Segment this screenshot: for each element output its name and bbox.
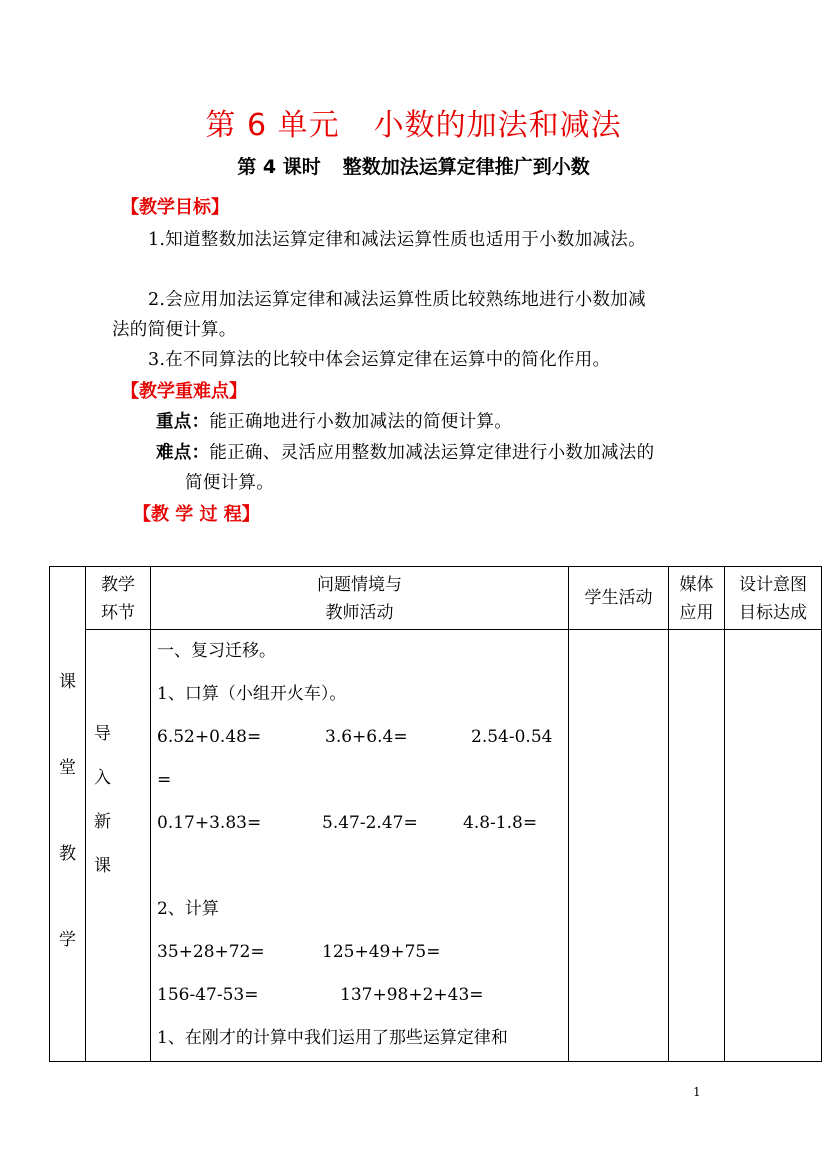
header-stage-line1: 教学 — [101, 575, 135, 595]
key-point-label: 重点： — [156, 412, 210, 432]
lesson-topic: 整数加法运算定律推广到小数 — [342, 156, 590, 178]
question-text: 1、在刚才的计算中我们运用了那些运算定律和 — [157, 1028, 508, 1048]
equation: 156-47-53= — [157, 985, 259, 1005]
unit-topic: 小数的加法和减法 — [373, 108, 622, 143]
header-student: 学生活动 — [569, 567, 669, 630]
header-media-line2: 应用 — [679, 603, 714, 623]
equation-row-3 — [157, 931, 562, 974]
equation-row-4 — [157, 974, 562, 1017]
header-activity — [151, 567, 569, 630]
lesson-subtitle — [0, 152, 827, 179]
side-char-2: 堂 — [59, 758, 76, 778]
stage-cell — [86, 630, 151, 1062]
stage-line1: 导 入 — [94, 724, 119, 788]
key-point-text: 能正确地进行小数加减法的简便计算。 — [209, 412, 513, 432]
header-activity-line1: 问题情境与 — [317, 575, 402, 595]
key-point — [156, 408, 512, 433]
side-char-3: 教 — [59, 844, 76, 864]
equation: 35+28+72= — [157, 942, 265, 962]
header-design-line2: 目标达成 — [739, 603, 807, 623]
media-cell — [669, 630, 725, 1062]
difficult-point — [156, 439, 654, 464]
key-points-heading: 【教学重难点】 — [121, 381, 247, 402]
unit-label: 第 6 单元 — [205, 108, 340, 143]
equation: 125+49+75= — [322, 942, 441, 962]
equation: 4.8-1.8= — [463, 813, 538, 833]
header-design — [725, 567, 822, 630]
difficult-point-line2: 简便计算。 — [185, 473, 274, 493]
side-char-4: 学 — [59, 930, 76, 950]
section-title: 一、复习迁移。 — [157, 641, 276, 661]
lesson-plan-table — [49, 566, 822, 1062]
objective-2-line2: 法的简便计算。 — [112, 320, 237, 340]
equation: 0.17+3.83= — [157, 813, 262, 833]
objectives-heading: 【教学目标】 — [121, 197, 229, 218]
stage-line2: 新 课 — [94, 812, 119, 876]
equation-row-1-wrap: = — [157, 770, 172, 790]
activity-content-cell — [151, 630, 569, 1062]
header-activity-line2: 教师活动 — [325, 603, 394, 623]
equation: 5.47-2.47= — [322, 813, 418, 833]
equation: 6.52+0.48= — [157, 727, 262, 747]
page-title — [0, 100, 827, 144]
header-stage — [86, 567, 151, 630]
header-stage-line2: 环节 — [101, 603, 135, 623]
objective-2-line1: 2.会应用加法运算定律和减法运算性质比较熟练地进行小数加减 — [148, 290, 646, 310]
design-cell — [725, 630, 822, 1062]
difficult-point-text: 能正确、灵活应用整数加减法运算定律进行小数加减法的 — [209, 443, 655, 463]
equation: 2.54-0.54 — [471, 727, 553, 747]
objective-3: 3.在不同算法的比较中体会运算定律在运算中的简化作用。 — [148, 350, 611, 370]
equation-row-2 — [157, 802, 562, 845]
page-number: 1 — [693, 1085, 701, 1099]
oral-calc-title: 1、口算（小组开火车）。 — [157, 684, 347, 704]
student-activity-cell — [569, 630, 669, 1062]
spacer — [157, 845, 562, 888]
equation: 137+98+2+43= — [340, 985, 484, 1005]
objective-1: 1.知道整数加法运算定律和减法运算性质也适用于小数加减法。 — [148, 230, 646, 250]
side-char-1: 课 — [59, 672, 76, 692]
side-label-cell — [50, 567, 86, 1062]
equation-row-1 — [157, 716, 562, 759]
header-media-line1: 媒体 — [679, 575, 714, 595]
header-media — [669, 567, 725, 630]
header-design-line1: 设计意图 — [739, 575, 807, 595]
process-heading: 【教 学 过 程】 — [133, 504, 260, 525]
equation: 3.6+6.4= — [325, 727, 408, 747]
difficult-point-label: 难点： — [156, 443, 210, 463]
calc-title: 2、计算 — [157, 899, 219, 919]
lesson-label: 第 4 课时 — [237, 156, 321, 178]
